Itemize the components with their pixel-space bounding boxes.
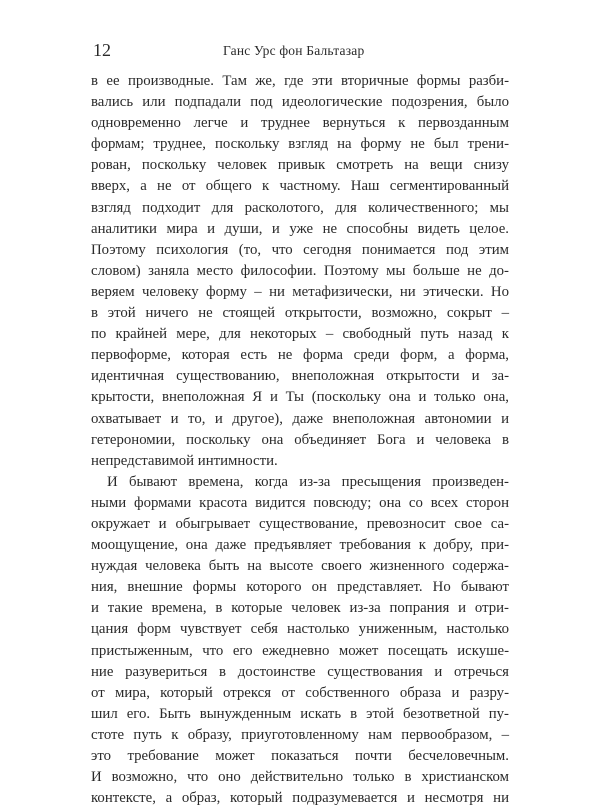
- text-line: вались или подпадали под идеологические подозрения, было: [91, 94, 509, 111]
- text-line: и такие времена, в которые человек из-за попрания и отри-: [91, 600, 509, 617]
- text-line: моощущение, она даже предъявляет требования к добру, при-: [91, 537, 509, 554]
- text-line: ние разувериться в достоинстве существования и отречься: [91, 663, 509, 680]
- text-line: стоте путь к образу, приуготовленному нам первообразом, –: [91, 726, 509, 743]
- text-line: идентичная существованию, внеположная открытости и за-: [91, 368, 509, 385]
- text-line: словом) заняла место философии. Поэтому мы больше не до-: [91, 262, 509, 279]
- text-line: цания форм чувствует себя настолько униженным, настолько: [91, 621, 509, 638]
- paragraph: [91, 71, 509, 472]
- text-line: одновременно легче и труднее вернуться к первозданным: [91, 115, 509, 132]
- text-line: первоформе, которая есть не форма среди форм, а форма,: [91, 347, 509, 364]
- text-line: аналитики мира и души, и уже не способны видеть целое.: [91, 220, 509, 237]
- text-line: ния, внешние формы которого он представляет. Но бывают: [91, 579, 509, 596]
- text-line: взгляд подходит для расколотого, для количественного; мы: [91, 199, 509, 216]
- text-line: гетерономии, поскольку она объединяет Бога и человека в: [91, 431, 509, 448]
- text-line: окружает и обыгрывает существование, превозносит свое са-: [91, 515, 509, 532]
- text-line: контексте, а образ, который подразумевается и несмотря ни: [91, 790, 509, 807]
- text-line: нуждая человека быть на высоте своего жизненного содержа-: [91, 558, 509, 575]
- text-line: формам; труднее, поскольку взгляд на форму не был трени-: [91, 136, 509, 153]
- text-line: это требование может показаться почти бесчеловечным.: [91, 748, 509, 764]
- text-line: веряем человеку форму – ни метафизически, ни этически. Но: [91, 283, 509, 300]
- text-line: И возможно, что оно действительно только в христианском: [91, 769, 509, 786]
- text-line: ными формами красота видится повсюду; она со всех сторон: [91, 494, 509, 511]
- text-line: крытости, внеположная Я и Ты (поскольку она и только она,: [91, 389, 509, 406]
- text-line: рован, поскольку человек привык смотреть на вещи снизу: [91, 157, 509, 174]
- text-line: Поэтому психология (то, что сегодня понимается под этим: [91, 241, 509, 258]
- text-line: по крайней мере, для некоторых – свободный путь назад к: [91, 326, 509, 343]
- text-line: И бывают времена, когда из-за пресыщения произведен-: [107, 473, 509, 490]
- paragraph: [91, 472, 509, 809]
- running-head: Ганс Урс фон Бальтазар: [223, 43, 365, 58]
- text-line: в ее производные. Там же, где эти вторичные формы разби-: [91, 73, 509, 89]
- page-number: 12: [93, 40, 111, 60]
- text-line: охватывает и то, и другое), даже внеположная автономии и: [91, 410, 509, 427]
- text-line: в этой ничего не стоящей открытости, возможно, сокрыт –: [91, 305, 509, 322]
- text-line: вверх, а не от общего к частному. Наш сегментированный: [91, 178, 509, 195]
- text-line: шил его. Быть вынужденным искать в этой безответной пу-: [91, 705, 509, 722]
- text-line: пристыженным, что его ежедневно может посещать искуше-: [91, 642, 509, 659]
- text-line: непредставимой интимности.: [91, 452, 278, 469]
- body-text: [91, 71, 509, 809]
- text-line: от мира, который отрекся от собственного образа и разру-: [91, 684, 509, 701]
